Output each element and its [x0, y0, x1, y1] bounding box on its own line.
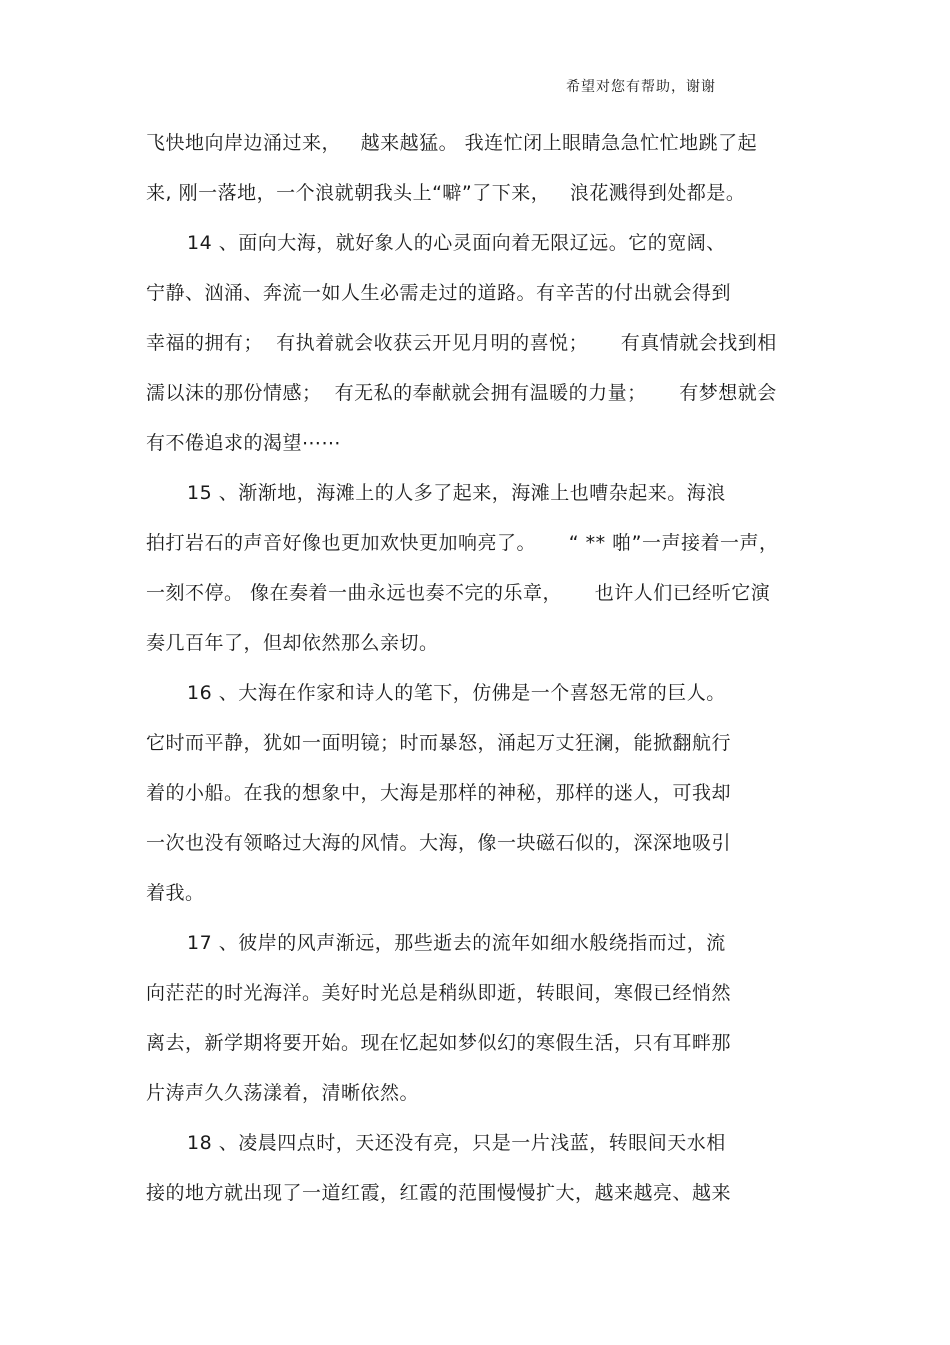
- text-line: 15 、渐渐地，海滩上的人多了起来，海滩上也嘈杂起来。海浪: [187, 482, 726, 504]
- text-line: 着的小船。在我的想象中，大海是那样的神秘，那样的迷人，可我却: [146, 782, 732, 804]
- text-line: 宁静、汹涌、奔流一如人生必需走过的道路。有辛苦的付出就会得到: [146, 282, 732, 304]
- text-line: 向茫茫的时光海洋。美好时光总是稍纵即逝，转眼间，寒假已经悄然: [146, 982, 732, 1004]
- text-line: 14 、面向大海，就好象人的心灵面向着无限辽远。它的宽阔、: [187, 232, 726, 254]
- text-line: 离去，新学期将要开始。现在忆起如梦似幻的寒假生活，只有耳畔那: [146, 1032, 732, 1054]
- header-note: 希望对您有帮助，谢谢: [566, 79, 716, 95]
- text-line: 奏几百年了，但却依然那么亲切。: [146, 632, 439, 654]
- text-line: 濡以沫的那份情感； 有无私的奉献就会拥有温暖的力量； 有梦想就会: [146, 382, 777, 404]
- text-line: 幸福的拥有； 有执着就会收获云开见月明的喜悦； 有真情就会找到相: [146, 332, 777, 354]
- text-line: 着我。: [146, 882, 205, 904]
- text-line: 飞快地向岸边涌过来， 越来越猛。 我连忙闭上眼睛急急忙忙地跳了起: [146, 132, 758, 154]
- text-line: 来, 刚一落地，一个浪就朝我头上“噼”了下来， 浪花溅得到处都是。: [146, 182, 746, 204]
- text-line: 接的地方就出现了一道红霞，红霞的范围慢慢扩大，越来越亮、越来: [146, 1182, 732, 1204]
- text-line: 它时而平静，犹如一面明镜；时而暴怒，涌起万丈狂澜，能掀翻航行: [146, 732, 732, 754]
- text-line: 一次也没有领略过大海的风情。大海，像一块磁石似的，深深地吸引: [146, 832, 732, 854]
- text-line: 一刻不停。 像在奏着一曲永远也奏不完的乐章， 也许人们已经听它演: [146, 582, 771, 604]
- text-line: 有不倦追求的渴望⋯⋯: [146, 432, 342, 454]
- text-line: 拍打岩石的声音好像也更加欢快更加响亮了。 “ ** 啪”一声接着一声，: [146, 532, 779, 554]
- text-line: 17 、彼岸的风声渐远，那些逝去的流年如细水般绕指而过，流: [187, 932, 726, 954]
- text-line: 18 、凌晨四点时，天还没有亮，只是一片浅蓝，转眼间天水相: [187, 1132, 726, 1154]
- text-line: 片涛声久久荡漾着，清晰依然。: [146, 1082, 420, 1104]
- text-line: 16 、大海在作家和诗人的笔下，仿佛是一个喜怒无常的巨人。: [187, 682, 726, 704]
